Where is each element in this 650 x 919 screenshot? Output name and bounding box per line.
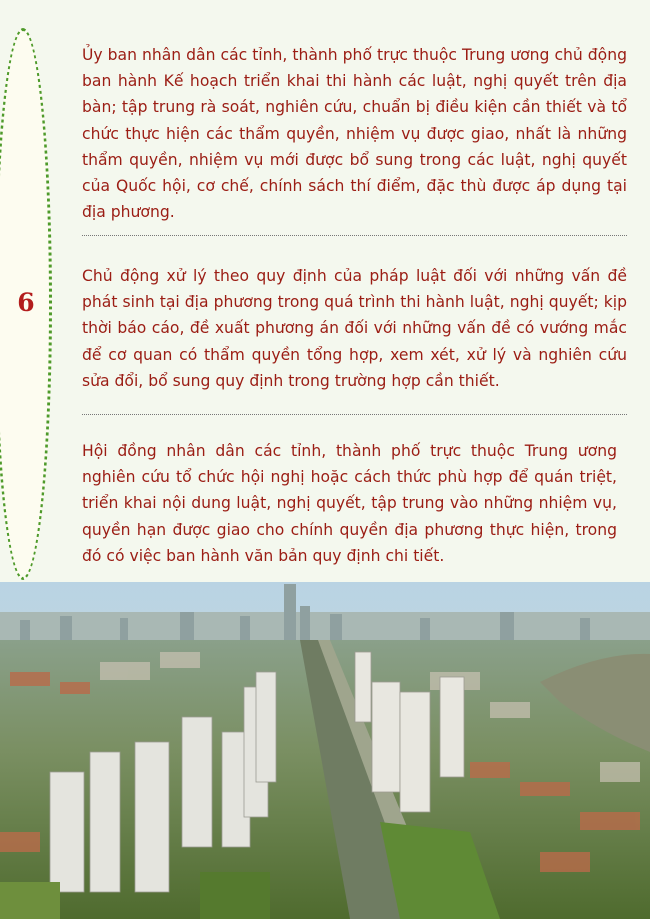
city-aerial-photo: [0, 582, 650, 919]
paragraph-3: Hội đồng nhân dân các tỉnh, thành phố trực thuộc Trung ương nghiên cứu tổ chức hội nghị hoặc cách thức phù hợp để quán triệt, triển khai nội dung luật, nghị quyết, tập trung vào những nhiệm vụ, quyền hạn được giao cho chính quyền địa phương thực hiện, trong đó có việc ban hành văn bản quy định chi tiết.: [82, 442, 617, 565]
city-aerial-illustration: [0, 582, 650, 919]
divider-1: [82, 235, 627, 236]
divider-2: [82, 414, 627, 415]
paragraph-2: Chủ động xử lý theo quy định của pháp luật đối với những vấn đề phát sinh tại địa phương trong quá trình thi hành luật, nghị quyết; kịp thời báo cáo, đề xuất phương án đối với những vấn đề có vướng mắc để cơ quan có thẩm quyền tổng hợp, xem xét, xử lý và nghiên cứu sửa đổi, bổ sung quy định trong trường hợp cần thiết.: [82, 267, 627, 390]
paragraph-1: Ủy ban nhân dân các tỉnh, thành phố trực thuộc Trung ương chủ động ban hành Kế hoạch triển khai thi hành các luật, nghị quyết trên địa bàn; tập trung rà soát, nghiên cứu, chuẩn bị điều kiện cần thiết và tổ chức thực hiện các thẩm quyền, nhiệm vụ được giao, nhất là những thẩm quyền, nhiệm vụ mới được bổ sung trong các luật, nghị quyết của Quốc hội, cơ chế, chính sách thí điểm, đặc thù được áp dụng tại địa phương.: [82, 46, 627, 222]
section-number: 6: [17, 288, 35, 317]
